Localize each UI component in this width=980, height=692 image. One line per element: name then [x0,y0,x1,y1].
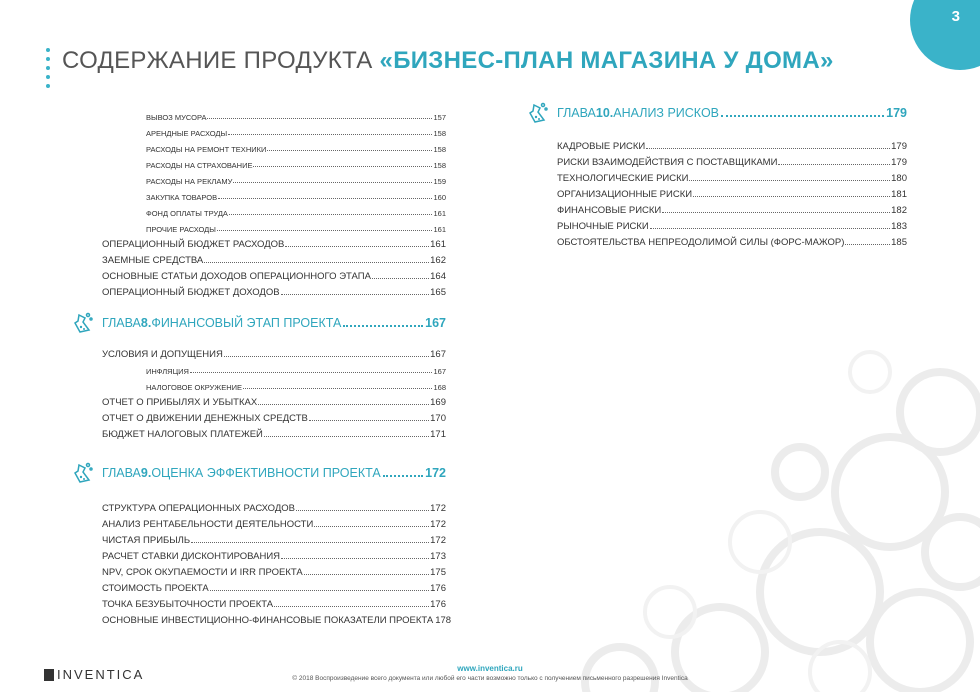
chapter-8-heading[interactable] [102,308,446,338]
toc-entry[interactable] [102,424,446,440]
toc-dot-leader [264,436,429,437]
title-dots-decoration [46,48,50,88]
toc-entry-label: ОСНОВНЫЕ СТАТЬИ ДОХОДОВ ОПЕРАЦИОННОГО ЭТАПА [102,271,371,282]
toc-entry[interactable] [102,360,446,376]
toc-dot-leader [650,228,890,229]
toc-dot-leader [233,182,432,183]
toc-dot-leader [274,606,429,607]
toc-entry-page: 180 [891,173,907,184]
chapter-8-prefix: ГЛАВА [102,316,141,330]
toc-entry-page: 159 [433,177,446,186]
toc-entry-label: ОТЧЕТ О ПРИБЫЛЯХ И УБЫТКАХ [102,397,258,408]
toc-dot-leader [218,198,432,199]
toc-entry[interactable] [102,594,446,610]
toc-entry-label: АНАЛИЗ РЕНТАБЕЛЬНОСТИ ДЕЯТЕЛЬНОСТИ [102,519,314,530]
toc-entry-page: 179 [891,157,907,168]
toc-entry[interactable] [102,170,446,186]
toc-entry-label: ИНФЛЯЦИЯ [146,367,189,376]
toc-entry-page: 183 [891,221,907,232]
chapter-9-page: 172 [425,466,446,480]
toc-dot-leader [693,196,890,197]
toc-entry-label: ОТЧЕТ О ДВИЖЕНИИ ДЕНЕЖНЫХ СРЕДСТВ [102,413,308,424]
toc-entry-label: НАЛОГОВОЕ ОКРУЖЕНИЕ [146,383,243,392]
toc-dot-leader [372,278,429,279]
toc-entry[interactable] [102,392,446,408]
toc-entry[interactable] [102,408,446,424]
toc-entry-page: 165 [430,287,446,298]
toc-dot-leader [253,166,432,167]
toc-dot-leader [845,244,890,245]
toc-entry[interactable] [557,216,907,232]
toc-entry-label: АРЕНДНЫЕ РАСХОДЫ [146,129,228,138]
toc-entry-page: 170 [430,413,446,424]
toc-entry-page: 161 [430,239,446,250]
toc-entry-label: ОПЕРАЦИОННЫЙ БЮДЖЕТ РАСХОДОВ [102,239,285,250]
toc-dot-leader [304,574,429,575]
chapter-10-heading[interactable] [557,98,907,128]
chapter-9-number: 9. [140,466,152,480]
toc-dot-leader [689,180,890,181]
toc-dot-leader [228,134,432,135]
toc-entry-label: РАСЧЕТ СТАВКИ ДИСКОНТИРОВАНИЯ [102,551,281,562]
toc-entry[interactable] [557,184,907,200]
page-number: 3 [951,8,960,25]
toc-entry[interactable] [102,498,446,514]
toc-entry[interactable] [102,266,446,282]
toc-entry-label: РИСКИ ВЗАИМОДЕЙСТВИЯ С ПОСТАВЩИКАМИ [557,157,778,168]
footer-url-link[interactable]: www.inventica.ru [457,664,523,673]
toc-entry-label: ТЕХНОЛОГИЧЕСКИЕ РИСКИ [557,173,689,184]
toc-dot-leader [224,356,429,357]
toc-entry-label: БЮДЖЕТ НАЛОГОВЫХ ПЛАТЕЖЕЙ [102,429,263,440]
toc-entry-label: ОПЕРАЦИОННЫЙ БЮДЖЕТ ДОХОДОВ [102,287,280,298]
toc-dot-leader [778,164,890,165]
toc-entry-page: 158 [433,161,446,170]
toc-dot-leader [210,590,429,591]
chapter-9-prefix: ГЛАВА [102,466,141,480]
toc-entry-page: 169 [430,397,446,408]
toc-entry[interactable] [102,234,446,250]
toc-entry-label: ФИНАНСОВЫЕ РИСКИ [557,205,662,216]
toc-entry[interactable] [102,610,452,626]
toc-entry-page: 161 [433,209,446,218]
toc-entry-page: 164 [430,271,446,282]
toc-entry-label: ОБСТОЯТЕЛЬСТВА НЕПРЕОДОЛИМОЙ СИЛЫ (ФОРС-МАЖОР) [557,237,845,248]
page-title [62,47,834,75]
chapter-8-page: 167 [425,316,446,330]
toc-entry[interactable] [557,200,907,216]
toc-entry-label: NPV, СРОК ОКУПАЕМОСТИ И IRR ПРОЕКТА [102,567,303,578]
toc-entry-label: СТОИМОСТЬ ПРОЕКТА [102,583,209,594]
toc-dot-leader [204,262,429,263]
toc-entry-page: 168 [433,383,446,392]
chapter-9-title: ОЦЕНКА ЭФФЕКТИВНОСТИ ПРОЕКТА [151,466,381,480]
toc-entry-label: ТОЧКА БЕЗУБЫТОЧНОСТИ ПРОЕКТА [102,599,274,610]
toc-entry-label: УСЛОВИЯ И ДОПУЩЕНИЯ [102,349,223,360]
toc-entry-page: 167 [433,367,446,376]
toc-entry-label: ВЫВОЗ МУСОРА [146,113,207,122]
toc-entry[interactable] [557,136,907,152]
toc-entry[interactable] [557,168,907,184]
toc-dot-leader [314,526,429,527]
toc-entry-page: 157 [433,113,446,122]
chapter-8-title: ФИНАНСОВЫЙ ЭТАП ПРОЕКТА [151,316,342,330]
toc-entry-label: ФОНД ОПЛАТЫ ТРУДА [146,209,228,218]
chapter-10-number: 10. [595,106,614,120]
toc-entry-page: 173 [430,551,446,562]
toc-entry-page: 167 [430,349,446,360]
toc-entry[interactable] [102,154,446,170]
toc-entry-page: 172 [430,503,446,514]
toc-dot-leader [646,148,890,149]
toc-entry[interactable] [102,250,446,266]
toc-dot-leader [243,388,432,389]
chapter-10-prefix: ГЛАВА [557,106,596,120]
toc-entry[interactable] [102,138,446,154]
toc-entry-label: СТРУКТУРА ОПЕРАЦИОННЫХ РАСХОДОВ [102,503,296,514]
toc-entry-label: ЗАКУПКА ТОВАРОВ [146,193,218,202]
toc-entry-label: ПРОЧИЕ РАСХОДЫ [146,225,216,234]
toc-entry[interactable] [102,578,446,594]
toc-entry-label: ОРГАНИЗАЦИОННЫЕ РИСКИ [557,189,693,200]
toc-entry[interactable] [102,514,446,530]
chapter-10-title: АНАЛИЗ РИСКОВ [613,106,720,120]
toc-dot-leader [217,230,433,231]
toc-entry[interactable] [102,186,446,202]
toc-entry[interactable] [102,282,446,298]
toc-entry[interactable] [102,530,446,546]
toc-entry-page: 182 [891,205,907,216]
page-title-accent: «БИЗНЕС-ПЛАН МАГАЗИНА У ДОМА» [379,47,834,74]
chapter-8-number: 8. [140,316,152,330]
toc-entry-page: 158 [433,145,446,154]
toc-entry[interactable] [102,202,446,218]
toc-entry-page: 176 [430,599,446,610]
toc-entry-label: ЧИСТАЯ ПРИБЫЛЬ [102,535,191,546]
toc-entry-label: РАСХОДЫ НА РЕМОНТ ТЕХНИКИ [146,145,267,154]
flask-icon [70,460,96,486]
toc-entry[interactable] [102,562,446,578]
footer-copyright: © 2018 Воспроизведение всего документа или любой его части возможно только с получением письменного разрешения Inventica [292,675,688,682]
toc-entry-page: 181 [891,189,907,200]
toc-dot-leader [258,404,429,405]
toc-dot-leader [285,246,429,247]
toc-entry-page: 175 [430,567,446,578]
toc-entry-page: 176 [430,583,446,594]
toc-dot-leader [191,542,429,543]
toc-entry-label: КАДРОВЫЕ РИСКИ [557,141,646,152]
toc-right-column [557,98,907,248]
toc-entry-page: 171 [430,429,446,440]
toc-entry-label: РАСХОДЫ НА СТРАХОВАНИЕ [146,161,253,170]
chapter-10-page: 179 [886,106,907,120]
logo-text: INVENTICA [57,667,145,682]
toc-entry-page: 172 [430,519,446,530]
toc-entry-page: 160 [433,193,446,202]
toc-entry-page: 158 [433,129,446,138]
toc-entry-page: 178 [435,615,452,626]
toc-dot-leader [296,510,429,511]
toc-entry[interactable] [102,106,446,122]
toc-left-column [102,106,452,626]
toc-entry-label: РАСХОДЫ НА РЕКЛАМУ [146,177,233,186]
toc-entry-page: 161 [433,225,446,234]
page-title-prefix: СОДЕРЖАНИЕ ПРОДУКТА [62,47,373,74]
toc-dot-leader [281,558,429,559]
toc-entry[interactable] [102,344,446,360]
toc-entry-label: ОСНОВНЫЕ ИНВЕСТИЦИОННО-ФИНАНСОВЫЕ ПОКАЗАТЕЛИ ПРОЕКТА [102,615,434,626]
toc-entry[interactable] [557,152,907,168]
flask-icon [525,100,551,126]
toc-entry-label: РЫНОЧНЫЕ РИСКИ [557,221,649,232]
toc-entry-page: 162 [430,255,446,266]
toc-dot-leader [229,214,433,215]
toc-entry[interactable] [102,122,446,138]
toc-entry-page: 179 [891,141,907,152]
toc-entry-page: 172 [430,535,446,546]
flask-icon [70,310,96,336]
toc-dot-leader [190,372,433,373]
toc-dot-leader [281,294,430,295]
toc-entry[interactable] [557,232,907,248]
toc-dot-leader [207,118,432,119]
chapter-9-heading[interactable] [102,458,446,488]
toc-dot-leader [662,212,890,213]
toc-entry[interactable] [102,376,446,392]
toc-entry-page: 185 [891,237,907,248]
toc-entry[interactable] [102,218,446,234]
toc-entry[interactable] [102,546,446,562]
toc-entry-label: ЗАЕМНЫЕ СРЕДСТВА [102,255,204,266]
bubbles-decoration [420,292,980,692]
toc-dot-leader [309,420,429,421]
toc-dot-leader [267,150,432,151]
page-number-badge [910,0,980,70]
